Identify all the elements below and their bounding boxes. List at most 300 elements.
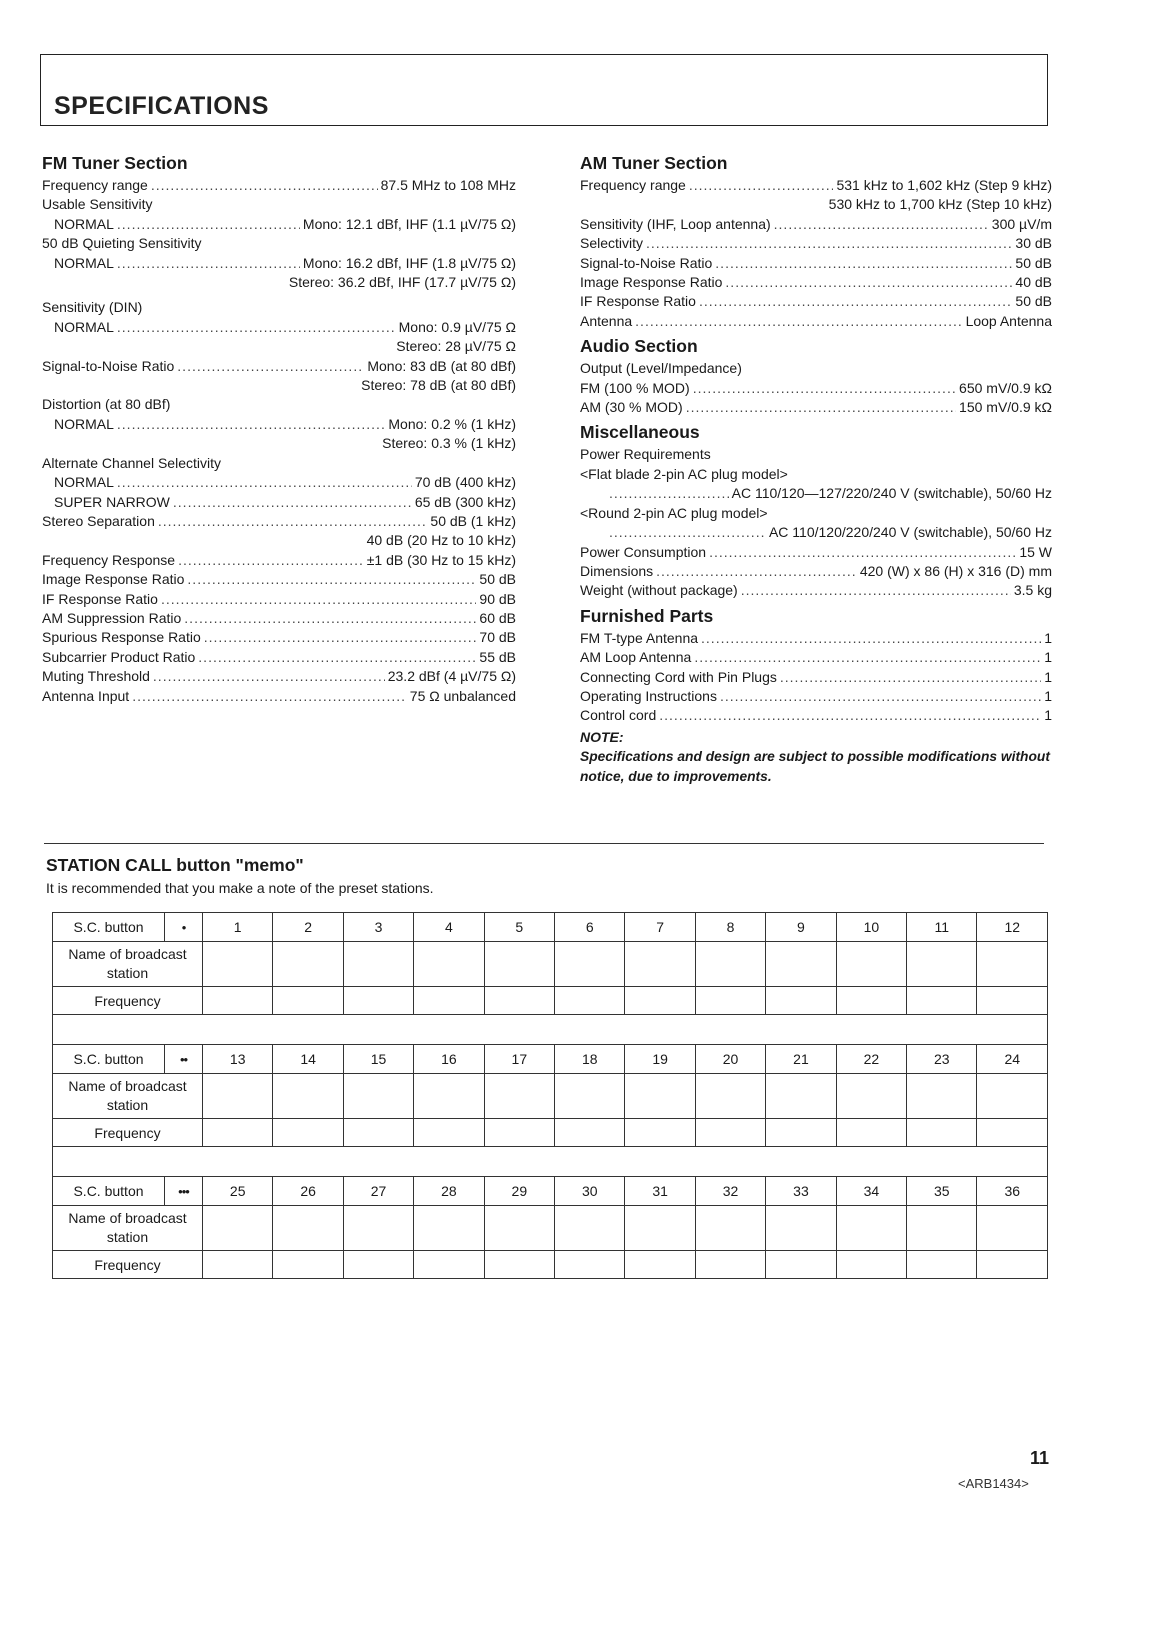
spec-label: IF Response Ratio <box>42 590 158 607</box>
spec-label: Operating Instructions <box>580 687 717 704</box>
button-number-row <box>53 1045 1048 1074</box>
frequency-cell[interactable] <box>555 1251 625 1279</box>
leader-dots <box>646 234 1012 253</box>
spec-value: 70 dB (400 kHz) <box>414 474 516 491</box>
preset-number: 8 <box>695 913 765 942</box>
spec-row <box>42 473 516 492</box>
table-spacer-row <box>53 1015 1048 1045</box>
station-name-cell[interactable] <box>766 942 836 987</box>
spec-value: Mono: 12.1 dBf, IHF (1.1 µV/75 Ω) <box>302 215 516 232</box>
preset-number: 28 <box>414 1177 484 1206</box>
preset-number: 35 <box>907 1177 977 1206</box>
spec-label: Control cord <box>580 707 657 724</box>
preset-number: 17 <box>484 1045 554 1074</box>
station-name-cell[interactable] <box>695 942 765 987</box>
station-name-cell[interactable] <box>766 1206 836 1251</box>
note-heading: NOTE: <box>580 728 624 745</box>
frequency-cell[interactable] <box>625 1119 695 1147</box>
preset-number: 34 <box>836 1177 906 1206</box>
leader-dots <box>117 473 412 492</box>
spec-label: Antenna <box>580 312 633 329</box>
frequency-cell[interactable] <box>977 987 1048 1015</box>
spec-label: Antenna Input <box>42 687 130 704</box>
preset-number: 29 <box>484 1177 554 1206</box>
station-name-cell[interactable] <box>203 1074 273 1119</box>
leader-dots <box>187 570 476 589</box>
spec-label: Spurious Response Ratio <box>42 629 201 646</box>
spec-group-label: Power Requirements <box>580 446 711 463</box>
leader-dots <box>701 629 1041 648</box>
spec-label: NORMAL <box>54 254 114 271</box>
spec-continuation: 40 dB (20 Hz to 10 kHz) <box>366 532 516 549</box>
station-name-cell[interactable] <box>203 942 273 987</box>
spec-row <box>42 570 516 589</box>
group-dot-marker: •• <box>165 1045 203 1074</box>
preset-number: 26 <box>273 1177 343 1206</box>
parts-list <box>580 629 1052 726</box>
leader-dots <box>741 581 1011 600</box>
station-memo-table <box>52 912 1048 1279</box>
spec-value: 90 dB <box>479 590 516 607</box>
leader-dots <box>694 648 1041 667</box>
frequency-cell[interactable] <box>203 987 273 1015</box>
station-name-cell[interactable] <box>273 1074 343 1119</box>
frequency-cell[interactable] <box>766 1119 836 1147</box>
preset-number: 20 <box>695 1045 765 1074</box>
preset-number: 23 <box>907 1045 977 1074</box>
station-name-cell[interactable] <box>203 1206 273 1251</box>
spec-label: Subcarrier Product Ratio <box>42 648 196 665</box>
frequency-cell[interactable] <box>836 987 906 1015</box>
spec-group-label: Sensitivity (DIN) <box>42 299 143 316</box>
preset-number: 30 <box>555 1177 625 1206</box>
spec-row <box>42 254 516 273</box>
spec-row <box>580 668 1052 687</box>
spec-row <box>42 648 516 667</box>
station-name-cell[interactable] <box>273 1206 343 1251</box>
spec-value: 23.2 dBf (4 µV/75 Ω) <box>387 668 516 685</box>
spec-value: ±1 dB (30 Hz to 15 kHz) <box>366 551 516 568</box>
preset-number: 14 <box>273 1045 343 1074</box>
spec-value: 55 dB <box>479 648 516 665</box>
station-name-cell[interactable] <box>484 1074 554 1119</box>
spec-row <box>580 562 1052 581</box>
frequency-cell[interactable] <box>836 1119 906 1147</box>
spec-value: 300 µV/m <box>991 215 1052 232</box>
leader-dots <box>720 687 1041 706</box>
spec-row <box>42 512 516 531</box>
station-name-cell[interactable] <box>343 1074 413 1119</box>
spec-value: 87.5 MHz to 108 MHz <box>380 177 516 193</box>
spec-value: Mono: 16.2 dBf, IHF (1.8 µV/75 Ω) <box>302 254 516 271</box>
spec-row <box>42 176 516 195</box>
spec-value: 50 dB <box>1015 293 1052 310</box>
station-name-cell[interactable] <box>343 1206 413 1251</box>
frequency-label: Frequency <box>53 1119 203 1147</box>
preset-number: 33 <box>766 1177 836 1206</box>
station-name-cell[interactable] <box>977 942 1048 987</box>
spec-row <box>580 648 1052 667</box>
spec-value: 70 dB <box>479 629 516 646</box>
station-name-cell[interactable] <box>625 1074 695 1119</box>
station-name-cell[interactable] <box>977 1074 1048 1119</box>
station-name-cell[interactable] <box>555 942 625 987</box>
frequency-label: Frequency <box>53 1251 203 1279</box>
spec-continuation: Stereo: 0.3 % (1 kHz) <box>382 435 516 452</box>
preset-number: 7 <box>625 913 695 942</box>
spec-label: FM (100 % MOD) <box>580 379 690 396</box>
spec-value: 15 W <box>1019 543 1052 560</box>
audio-spec-list <box>580 359 1052 417</box>
spec-value: 50 dB <box>1015 254 1052 271</box>
frequency-cell[interactable] <box>766 987 836 1015</box>
leader-dots <box>659 706 1041 725</box>
frequency-cell[interactable] <box>625 1251 695 1279</box>
leader-dots <box>689 176 834 195</box>
spec-label: Stereo Separation <box>42 512 155 529</box>
spec-group-label: Distortion (at 80 dBf) <box>42 396 171 413</box>
spec-continuation: Stereo: 36.2 dBf, IHF (17.7 µV/75 Ω) <box>288 274 516 291</box>
leader-dots <box>153 667 385 686</box>
frequency-row <box>53 1251 1048 1279</box>
leader-dots <box>178 551 364 570</box>
spec-label: Image Response Ratio <box>580 274 723 291</box>
frequency-label: Frequency <box>53 987 203 1015</box>
spec-value: 1 <box>1044 668 1052 685</box>
spec-continuation: 530 kHz to 1,700 kHz (Step 10 kHz) <box>828 196 1052 213</box>
button-number-row <box>53 913 1048 942</box>
spec-row <box>580 484 1052 503</box>
preset-number: 24 <box>977 1045 1048 1074</box>
leader-dots <box>204 628 477 647</box>
leader-dots <box>161 590 476 609</box>
frequency-cell[interactable] <box>695 1119 765 1147</box>
spec-group-label: Alternate Channel Selectivity <box>42 454 221 471</box>
frequency-cell[interactable] <box>343 987 413 1015</box>
leader-dots <box>609 523 766 542</box>
frequency-cell[interactable] <box>484 1251 554 1279</box>
spec-label: AM (30 % MOD) <box>580 399 683 416</box>
preset-number: 4 <box>414 913 484 942</box>
spec-value: 420 (W) x 86 (H) x 316 (D) mm <box>859 562 1052 579</box>
station-name-cell[interactable] <box>625 1206 695 1251</box>
right-column <box>580 152 1052 787</box>
station-name-cell[interactable] <box>414 1074 484 1119</box>
spec-value: 50 dB <box>479 571 516 588</box>
frequency-cell[interactable] <box>273 987 343 1015</box>
leader-dots <box>609 484 729 503</box>
frequency-cell[interactable] <box>414 1251 484 1279</box>
spec-row <box>580 312 1052 331</box>
leader-dots <box>656 562 857 581</box>
spec-label: FM T-type Antenna <box>580 629 699 646</box>
preset-number: 9 <box>766 913 836 942</box>
spec-row <box>42 318 516 337</box>
frequency-cell[interactable] <box>484 1119 554 1147</box>
spec-value: 60 dB <box>479 609 516 626</box>
spec-value: Mono: 0.2 % (1 kHz) <box>388 415 516 432</box>
spec-label: Signal-to-Noise Ratio <box>42 357 175 374</box>
station-name-cell[interactable] <box>555 1074 625 1119</box>
preset-number: 25 <box>203 1177 273 1206</box>
spec-label: Connecting Cord with Pin Plugs <box>580 668 777 685</box>
frequency-cell[interactable] <box>977 1251 1048 1279</box>
leader-dots <box>725 273 1012 292</box>
spec-label: NORMAL <box>54 215 114 232</box>
preset-number: 22 <box>836 1045 906 1074</box>
preset-number: 3 <box>343 913 413 942</box>
station-name-label: Name of broadcast station <box>53 1206 203 1251</box>
spec-value: 1 <box>1044 707 1052 724</box>
am-section-title: AM Tuner Section <box>580 153 728 173</box>
document-code: <ARB1434> <box>958 1476 1029 1491</box>
preset-number: 5 <box>484 913 554 942</box>
spec-row <box>42 667 516 686</box>
spec-value: 65 dB (300 kHz) <box>414 493 516 510</box>
frequency-row <box>53 1119 1048 1147</box>
spec-value: AC 110/120—127/220/240 V (switchable), 50/60 Hz <box>731 485 1052 502</box>
spec-row <box>580 706 1052 725</box>
frequency-cell[interactable] <box>203 1119 273 1147</box>
spec-row <box>580 234 1052 253</box>
leader-dots <box>715 254 1012 273</box>
spec-row <box>42 215 516 234</box>
leader-dots <box>158 512 428 531</box>
spec-label: Sensitivity (IHF, Loop antenna) <box>580 215 771 232</box>
spec-value: 150 mV/0.9 kΩ <box>959 399 1052 416</box>
station-name-cell[interactable] <box>484 1206 554 1251</box>
station-name-cell[interactable] <box>766 1074 836 1119</box>
frequency-cell[interactable] <box>695 1251 765 1279</box>
spec-label: Frequency Response <box>42 551 176 568</box>
spec-row <box>42 415 516 434</box>
preset-number: 10 <box>836 913 906 942</box>
frequency-row <box>53 987 1048 1015</box>
preset-number: 15 <box>343 1045 413 1074</box>
leader-dots <box>132 687 407 706</box>
parts-section-title: Furnished Parts <box>580 605 714 626</box>
left-column <box>42 152 516 706</box>
spec-label: SUPER NARROW <box>54 493 170 510</box>
audio-section-title: Audio Section <box>580 336 698 357</box>
station-name-cell[interactable] <box>695 1206 765 1251</box>
frequency-cell[interactable] <box>414 987 484 1015</box>
preset-number: 13 <box>203 1045 273 1074</box>
station-name-cell[interactable] <box>414 1206 484 1251</box>
spec-group-label: <Round 2-pin AC plug model> <box>580 504 768 521</box>
spec-row <box>42 357 516 376</box>
misc-section-title: Miscellaneous <box>580 422 700 443</box>
spec-row <box>42 590 516 609</box>
spec-value: 1 <box>1044 629 1052 646</box>
sc-button-label: S.C. button <box>53 1177 165 1206</box>
leader-dots <box>117 415 385 434</box>
leader-dots <box>780 668 1041 687</box>
spec-label: Signal-to-Noise Ratio <box>580 254 713 271</box>
spec-value: 50 dB (1 kHz) <box>430 512 516 529</box>
spec-label: Frequency range <box>42 177 148 193</box>
station-name-label: Name of broadcast station <box>53 942 203 987</box>
frequency-cell[interactable] <box>484 987 554 1015</box>
spec-row <box>580 398 1052 417</box>
preset-number: 11 <box>907 913 977 942</box>
frequency-cell[interactable] <box>555 1119 625 1147</box>
frequency-cell[interactable] <box>414 1119 484 1147</box>
leader-dots <box>774 215 989 234</box>
spec-value: Mono: 83 dB (at 80 dBf) <box>367 357 516 374</box>
memo-subtitle: It is recommended that you make a note of the preset stations. <box>46 880 434 896</box>
leader-dots <box>686 398 956 417</box>
leader-dots <box>151 176 378 195</box>
preset-number: 19 <box>625 1045 695 1074</box>
fm-spec-list <box>42 176 516 706</box>
spec-value: 531 kHz to 1,602 kHz (Step 9 kHz) <box>836 177 1052 193</box>
station-name-row <box>53 1206 1048 1251</box>
note-text: Specifications and design are subject to possible modifications without notice, due to improvements. <box>580 749 1050 785</box>
spec-value: Loop Antenna <box>965 312 1052 329</box>
spec-label: Selectivity <box>580 235 644 252</box>
spec-label: Frequency range <box>580 177 686 193</box>
frequency-cell[interactable] <box>203 1251 273 1279</box>
sc-button-label: S.C. button <box>53 913 165 942</box>
spec-value: 40 dB <box>1015 274 1052 291</box>
preset-number: 27 <box>343 1177 413 1206</box>
spec-label: NORMAL <box>54 474 114 491</box>
preset-number: 12 <box>977 913 1048 942</box>
station-name-cell[interactable] <box>414 942 484 987</box>
frequency-cell[interactable] <box>625 987 695 1015</box>
spec-row <box>580 581 1052 600</box>
page-number: 11 <box>1030 1448 1050 1468</box>
preset-number: 18 <box>555 1045 625 1074</box>
frequency-cell[interactable] <box>766 1251 836 1279</box>
spec-group-label: <Flat blade 2-pin AC plug model> <box>580 465 788 482</box>
am-spec-list <box>580 176 1052 331</box>
leader-dots <box>184 609 476 628</box>
preset-number: 21 <box>766 1045 836 1074</box>
misc-spec-list <box>580 445 1052 600</box>
station-name-cell[interactable] <box>555 1206 625 1251</box>
preset-number: 6 <box>555 913 625 942</box>
table-spacer-row <box>53 1147 1048 1177</box>
station-name-cell[interactable] <box>836 942 906 987</box>
leader-dots <box>709 543 1016 562</box>
spec-row <box>580 629 1052 648</box>
station-name-row <box>53 942 1048 987</box>
station-name-cell[interactable] <box>977 1206 1048 1251</box>
spec-group-label: 50 dB Quieting Sensitivity <box>42 235 202 252</box>
spec-value: 75 Ω unbalanced <box>409 687 516 704</box>
spec-label: Dimensions <box>580 562 654 579</box>
leader-dots <box>635 312 962 331</box>
frequency-cell[interactable] <box>977 1119 1048 1147</box>
frequency-cell[interactable] <box>907 1119 977 1147</box>
spec-row <box>580 523 1052 542</box>
spec-value: AC 110/120/220/240 V (switchable), 50/60 Hz <box>768 524 1052 541</box>
preset-number: 1 <box>203 913 273 942</box>
section-divider <box>44 843 1044 844</box>
preset-number: 2 <box>273 913 343 942</box>
spec-label: IF Response Ratio <box>580 293 696 310</box>
leader-dots <box>693 379 956 398</box>
frequency-cell[interactable] <box>273 1251 343 1279</box>
spec-value: 30 dB <box>1015 235 1052 252</box>
page-title: SPECIFICATIONS <box>54 92 269 120</box>
spec-label: Muting Threshold <box>42 668 150 685</box>
spec-row <box>580 292 1052 311</box>
spec-row <box>42 493 516 512</box>
station-name-label: Name of broadcast station <box>53 1074 203 1119</box>
frequency-cell[interactable] <box>907 1251 977 1279</box>
spec-row <box>580 543 1052 562</box>
leader-dots <box>173 493 412 512</box>
station-name-cell[interactable] <box>695 1074 765 1119</box>
spec-continuation: Stereo: 28 µV/75 Ω <box>396 338 516 355</box>
spec-label: AM Suppression Ratio <box>42 609 182 626</box>
memo-title: STATION CALL button "memo" <box>46 855 304 875</box>
station-name-cell[interactable] <box>625 942 695 987</box>
leader-dots <box>177 357 364 376</box>
spec-continuation: Stereo: 78 dB (at 80 dBf) <box>361 377 516 394</box>
group-dot-marker: ••• <box>165 1177 203 1206</box>
spec-value: 1 <box>1044 687 1052 704</box>
group-dot-marker: • <box>165 913 203 942</box>
leader-dots <box>117 215 300 234</box>
station-name-cell[interactable] <box>907 1074 977 1119</box>
spec-row <box>580 273 1052 292</box>
leader-dots <box>699 292 1012 311</box>
spec-label: NORMAL <box>54 318 114 335</box>
frequency-cell[interactable] <box>555 987 625 1015</box>
leader-dots <box>198 648 476 667</box>
spec-value: 3.5 kg <box>1013 582 1052 599</box>
station-name-cell[interactable] <box>836 1074 906 1119</box>
station-name-cell[interactable] <box>907 1206 977 1251</box>
station-name-cell[interactable] <box>484 942 554 987</box>
spec-row <box>42 687 516 706</box>
frequency-cell[interactable] <box>907 987 977 1015</box>
spec-value: Mono: 0.9 µV/75 Ω <box>398 318 516 335</box>
spec-row <box>580 254 1052 273</box>
frequency-cell[interactable] <box>343 1119 413 1147</box>
station-name-cell[interactable] <box>343 942 413 987</box>
button-number-row <box>53 1177 1048 1206</box>
station-name-cell[interactable] <box>273 942 343 987</box>
station-name-cell[interactable] <box>836 1206 906 1251</box>
preset-number: 16 <box>414 1045 484 1074</box>
frequency-cell[interactable] <box>836 1251 906 1279</box>
frequency-cell[interactable] <box>343 1251 413 1279</box>
station-name-row <box>53 1074 1048 1119</box>
spec-row <box>42 628 516 647</box>
spec-row <box>580 379 1052 398</box>
preset-number: 36 <box>977 1177 1048 1206</box>
spec-row <box>580 176 1052 195</box>
spec-value: 650 mV/0.9 kΩ <box>959 379 1052 396</box>
sc-button-label: S.C. button <box>53 1045 165 1074</box>
leader-dots <box>117 318 396 337</box>
spec-row <box>580 215 1052 234</box>
preset-number: 32 <box>695 1177 765 1206</box>
frequency-cell[interactable] <box>273 1119 343 1147</box>
leader-dots <box>117 254 300 273</box>
station-name-cell[interactable] <box>907 942 977 987</box>
spec-row <box>42 551 516 570</box>
spec-group-label: Usable Sensitivity <box>42 196 153 213</box>
frequency-cell[interactable] <box>695 987 765 1015</box>
spec-label: AM Loop Antenna <box>580 649 692 666</box>
fm-section-title: FM Tuner Section <box>42 153 188 173</box>
